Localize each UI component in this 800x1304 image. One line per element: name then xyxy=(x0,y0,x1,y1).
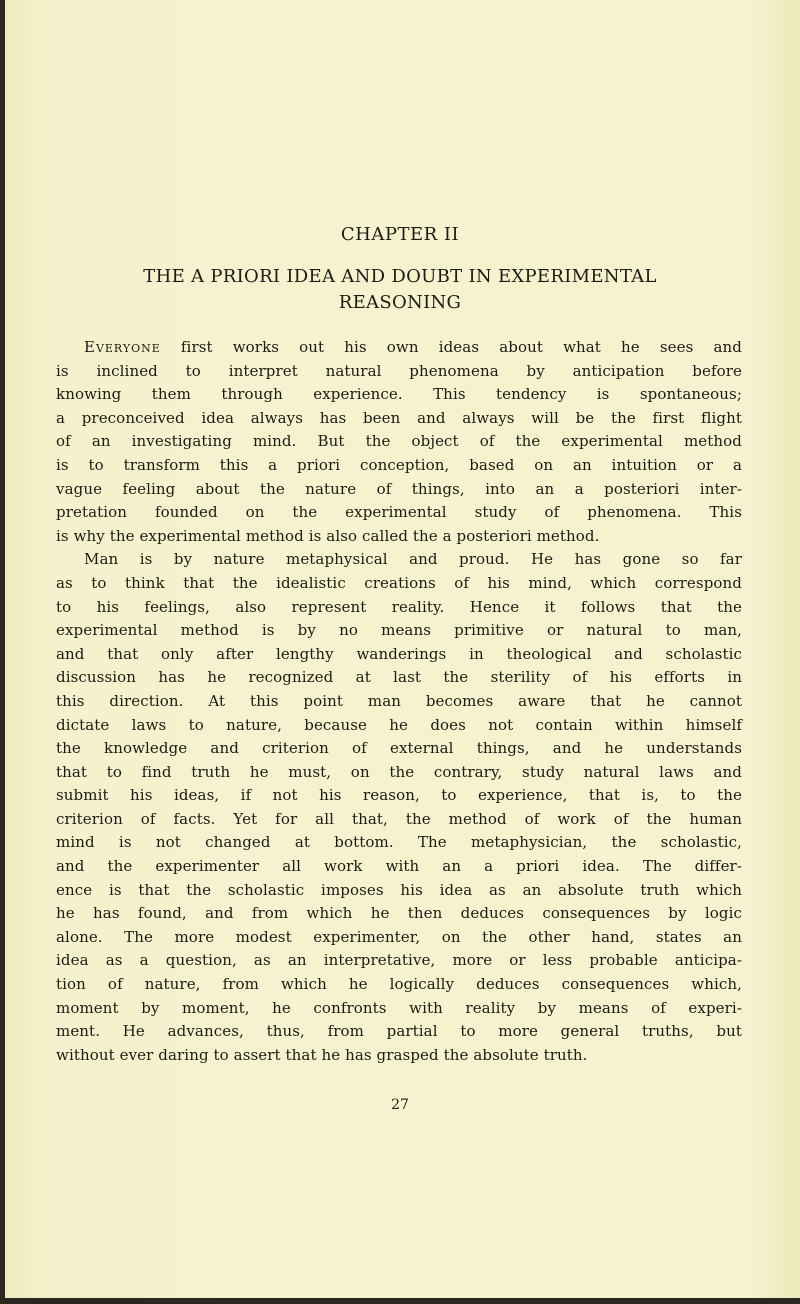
chapter-title-line: THE A PRIORI IDEA AND DOUBT IN EXPERIMENTAL xyxy=(143,266,657,287)
text-line: pretation founded on the experimental study of phenomena. This xyxy=(56,503,742,522)
text-line: knowing them through experience. This tendency is spontaneous; xyxy=(56,385,742,404)
text-line: he has found, and from which he then deduces consequences by logic xyxy=(56,904,742,923)
text-line: mind is not changed at bottom. The metaphysician, the scholastic, xyxy=(56,833,742,852)
text-line: experimental method is by no means primitive or natural to man, xyxy=(56,621,742,640)
chapter-title xyxy=(60,264,740,316)
page-number: 27 xyxy=(391,1097,409,1113)
text-line: tion of nature, from which he logically deduces consequences which, xyxy=(56,975,742,994)
text-line: idea as a question, as an interpretative, more or less probable anticipa- xyxy=(56,951,742,970)
text-line: as to think that the idealistic creations of his mind, which correspond xyxy=(56,573,742,592)
text-line xyxy=(56,336,742,360)
text-line: is to transform this a priori conception, based on an intuition or a xyxy=(56,455,742,474)
text-line: that to find truth he must, on the contrary, study natural laws and xyxy=(56,762,742,781)
page-bottom-edge xyxy=(0,1298,800,1304)
text-line: this direction. At this point man becomes aware that he cannot xyxy=(56,691,742,710)
text-line: ment. He advances, thus, from partial to more general truths, but xyxy=(56,1022,742,1041)
text-line-rest: first works out his own ideas about what he sees and xyxy=(160,338,742,356)
text-line: discussion has he recognized at last the sterility of his efforts in xyxy=(56,668,742,687)
text-line: is why the experimental method is also called the a posteriori method. xyxy=(56,526,600,545)
opening-word: Everyone xyxy=(84,338,161,356)
text-line: submit his ideas, if not his reason, to experience, that is, to the xyxy=(56,786,742,805)
text-line: dictate laws to nature, because he does not contain within himself xyxy=(56,715,742,734)
chapter-title-line: REASONING xyxy=(338,292,462,313)
text-line: is inclined to interpret natural phenomena by anticipation before xyxy=(56,361,742,380)
text-line: a preconceived idea always has been and always will be the first flight xyxy=(56,408,742,427)
text-line: and that only after lengthy wanderings in theological and scholastic xyxy=(56,644,742,663)
text-line: Man is by nature metaphysical and proud. He has gone so far xyxy=(84,550,742,569)
body-text xyxy=(56,336,742,1067)
text-line: alone. The more modest experimenter, on the other hand, states an xyxy=(56,927,742,946)
text-line: vague feeling about the nature of things, into an a posteriori inter- xyxy=(56,479,742,498)
text-line: without ever daring to assert that he has grasped the absolute truth. xyxy=(56,1045,588,1064)
text-line: of an investigating mind. But the object of the experimental method xyxy=(56,432,742,451)
text-line: criterion of facts. Yet for all that, the method of work of the human xyxy=(56,809,742,828)
text-line: moment by moment, he confronts with reality by means of experi- xyxy=(56,998,742,1017)
chapter-heading: CHAPTER II xyxy=(340,224,460,245)
text-line: ence is that the scholastic imposes his idea as an absolute truth which xyxy=(56,880,742,899)
text-line: the knowledge and criterion of external things, and he understands xyxy=(56,739,742,758)
text-line: and the experimenter all work with an a priori idea. The differ- xyxy=(56,857,742,876)
text-line: to his feelings, also represent reality. Hence it follows that the xyxy=(56,597,742,616)
